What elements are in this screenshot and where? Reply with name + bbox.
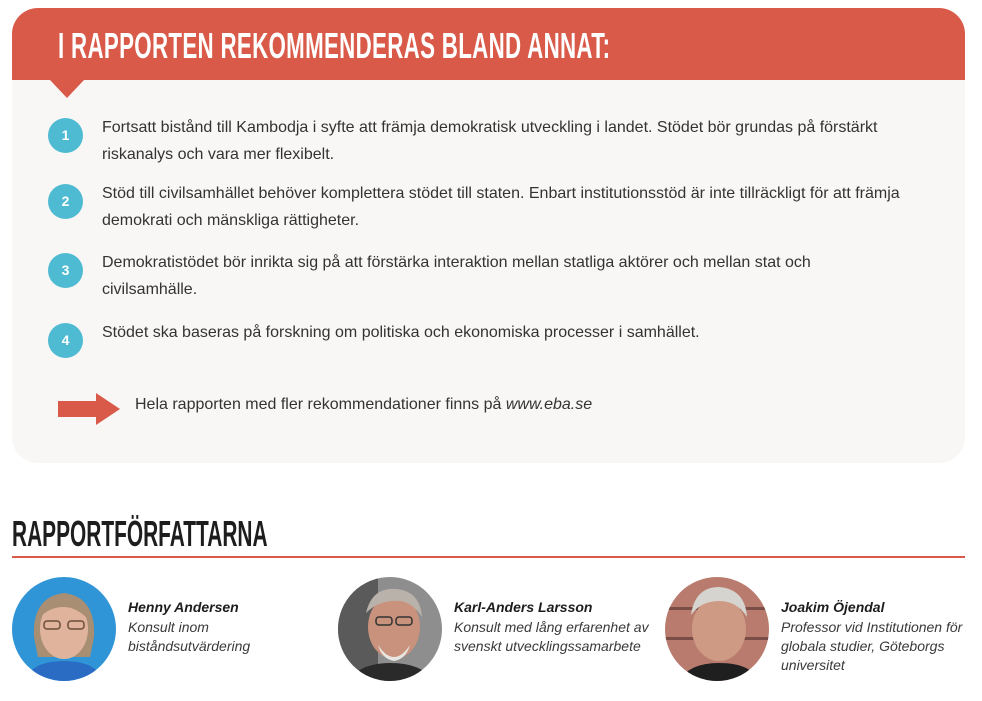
header-pointer bbox=[50, 80, 84, 98]
author-card bbox=[12, 577, 332, 683]
author-photo bbox=[12, 577, 116, 681]
authors-title: RAPPORTFÖRFATTARNA bbox=[12, 513, 268, 554]
author-role: Professor vid Institutionen för globala studier, Göteborgs universitet bbox=[781, 619, 963, 673]
number-badge: 3 bbox=[48, 253, 83, 288]
recommendation-text: Fortsatt bistånd till Kambodja i syfte att främja demokratisk utveckling i landet. Stödet bör grundas på förstärkt riskanalys och vara mer flexibelt. bbox=[102, 119, 878, 163]
author-name: Henny Andersen bbox=[128, 599, 239, 615]
right-arrow-icon bbox=[58, 393, 128, 425]
author-role: Konsult inom biståndsutvärdering bbox=[128, 619, 251, 654]
recommendation-text: Stöd till civilsamhället behöver komplettera stödet till staten. Enbart institutionsstöd är inte tillräckligt för att främja demokrati och mänskliga rättigheter. bbox=[102, 185, 900, 229]
author-card bbox=[665, 577, 982, 683]
recommendations-box bbox=[12, 8, 965, 463]
author-name: Karl-Anders Larsson bbox=[454, 599, 593, 615]
more-info-text: Hela rapporten med fler rekommendationer finns på bbox=[135, 396, 506, 413]
section-divider bbox=[12, 556, 965, 558]
recommendation-text: Demokratistödet bör inrikta sig på att förstärka interaktion mellan statliga aktörer och mellan stat och civilsamhälle. bbox=[102, 254, 811, 298]
author-name: Joakim Öjendal bbox=[781, 599, 885, 615]
author-role: Konsult med lång erfarenhet av svenskt utvecklingssamarbete bbox=[454, 619, 649, 654]
website-link[interactable]: www.eba.se bbox=[505, 396, 593, 413]
recommendation-text: Stödet ska baseras på forskning om politiska och ekonomiska processer i samhället. bbox=[102, 324, 700, 341]
number-badge: 2 bbox=[48, 184, 83, 219]
number-badge: 4 bbox=[48, 323, 83, 358]
recommendations-header bbox=[12, 8, 965, 80]
number-badge: 1 bbox=[48, 118, 83, 153]
recommendations-title: I RAPPORTEN REKOMMENDERAS BLAND ANNAT: bbox=[58, 25, 611, 66]
author-photo bbox=[338, 577, 442, 681]
more-info bbox=[135, 396, 592, 414]
author-card bbox=[338, 577, 658, 683]
author-photo bbox=[665, 577, 769, 681]
